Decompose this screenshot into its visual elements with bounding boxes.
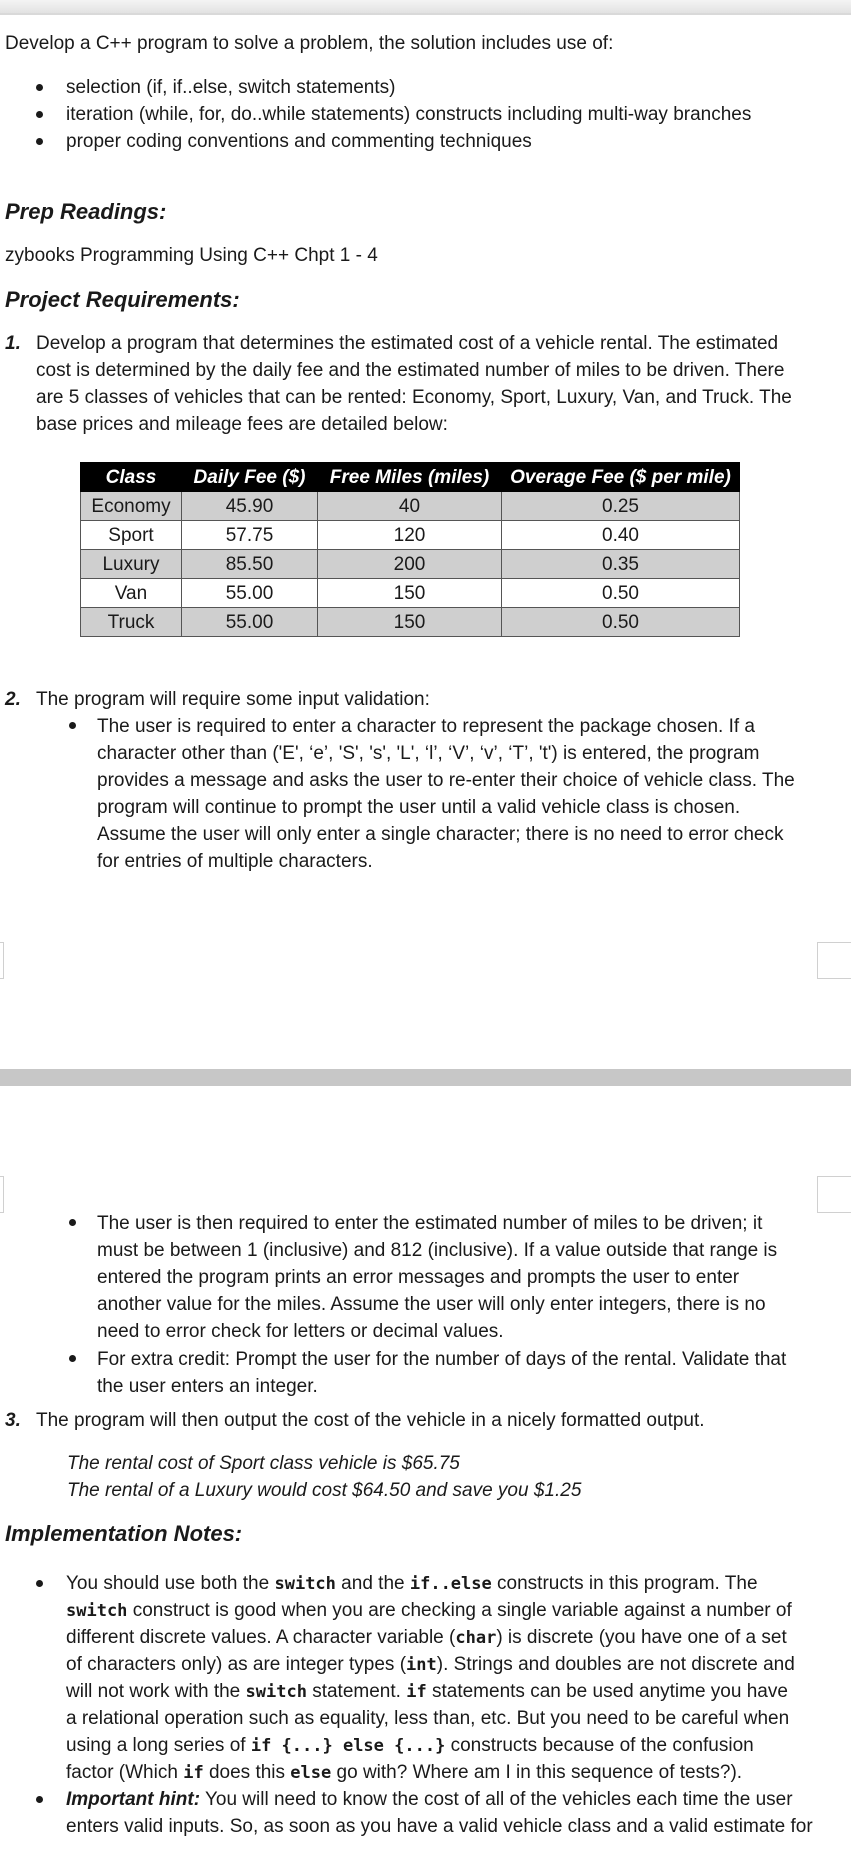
note1-line8: factor (Which if does this else go with? Where am I in this sequence of tests?).	[66, 1762, 743, 1783]
note1-line7: using a long series of if {...} else {...} constructs because of the confusion	[66, 1735, 754, 1756]
intro-bullet-1: selection (if, if..else, switch statements)	[66, 77, 396, 98]
example-output-2: The rental of a Luxury would cost $64.50 and save you $1.25	[67, 1480, 582, 1501]
overage-fee-cell: 0.40	[502, 521, 740, 550]
example-output-1: The rental cost of Sport class vehicle is $65.75	[67, 1453, 460, 1474]
item2-b2-l2: must be between 1 (inclusive) and 812 (inclusive). If a value outside that range is	[97, 1240, 778, 1261]
item-number-3: 3.	[5, 1410, 21, 1431]
bullet-dot	[36, 138, 43, 145]
intro-bullet-2: iteration (while, for, do..while statements) constructs including multi-way branches	[66, 104, 752, 125]
note1-line3: different discrete values. A character variable (char) is discrete (you have one of a set	[66, 1627, 787, 1648]
item2-b3-l1: For extra credit: Prompt the user for the number of days of the rental. Validate that	[97, 1349, 787, 1370]
page-corner-mark	[0, 1176, 4, 1213]
item2-b1-l3: provides a message and asks the user to re-enter their choice of vehicle class. The	[97, 770, 795, 791]
class-cell: Luxury	[81, 550, 182, 579]
table-row	[81, 492, 740, 521]
item2-b3-l2: the user enters an integer.	[97, 1376, 318, 1397]
class-cell: Economy	[81, 492, 182, 521]
bullet-dot	[69, 1219, 76, 1226]
fee-table-header	[81, 463, 740, 492]
daily-fee-cell: 85.50	[182, 550, 318, 579]
free-miles-cell: 150	[318, 579, 502, 608]
intro-bullet-3: proper coding conventions and commenting techniques	[66, 131, 532, 152]
requirements-heading: Project Requirements:	[5, 287, 240, 312]
bullet-dot	[36, 111, 43, 118]
item2-b2-l3: entered the program prints an error messages and prompts the user to enter	[97, 1267, 740, 1288]
table-row	[81, 608, 740, 637]
note2-line2: enters valid inputs. So, as soon as you have a valid vehicle class and a valid estimate for	[66, 1816, 813, 1837]
item2-b1-l5: Assume the user will only enter a single character; there is no need to error check	[97, 824, 784, 845]
note1-line2: switch construct is good when you are checking a single variable against a number of	[66, 1600, 792, 1621]
table-row	[81, 579, 740, 608]
implementation-heading: Implementation Notes:	[5, 1521, 243, 1546]
table-row	[81, 550, 740, 579]
daily-fee-cell: 45.90	[182, 492, 318, 521]
note2-line1: Important hint: You will need to know the cost of all of the vehicles each time the user	[66, 1789, 793, 1810]
page-corner-mark	[0, 942, 4, 979]
free-miles-cell: 200	[318, 550, 502, 579]
col-daily-fee-header: Daily Fee ($)	[182, 463, 318, 492]
free-miles-cell: 150	[318, 608, 502, 637]
item2-b1-l2: character other than ('E', ‘e’, 'S', 's', 'L', ‘l’, ‘V’, ‘v’, ‘T’, 't') is entered, the program	[97, 743, 760, 764]
overage-fee-cell: 0.25	[502, 492, 740, 521]
item1-line4: base prices and mileage fees are detailed below:	[36, 414, 448, 435]
item1-line3: are 5 classes of vehicles that can be rented: Economy, Sport, Luxury, Van, and Truck. The	[36, 387, 792, 408]
free-miles-cell: 120	[318, 521, 502, 550]
item2-b1-l1: The user is required to enter a character to represent the package chosen. If a	[97, 716, 755, 737]
table-row	[81, 521, 740, 550]
note1-line1: You should use both the switch and the if..else constructs in this program. The	[66, 1573, 758, 1594]
class-cell: Truck	[81, 608, 182, 637]
item-number-1: 1.	[5, 333, 21, 354]
item2-b2-l1: The user is then required to enter the estimated number of miles to be driven; it	[97, 1213, 763, 1234]
item2-text: The program will require some input validation:	[36, 689, 430, 710]
bullet-dot	[36, 1796, 43, 1803]
item2-b2-l4: another value for the miles. Assume the user will only enter integers, there is no	[97, 1294, 766, 1315]
item1-line1: Develop a program that determines the estimated cost of a vehicle rental. The estimated	[36, 333, 779, 354]
class-cell: Van	[81, 579, 182, 608]
prep-text: zybooks Programming Using C++ Chpt 1 - 4	[5, 245, 378, 266]
item3-text: The program will then output the cost of the vehicle in a nicely formatted output.	[36, 1410, 705, 1431]
bullet-dot	[69, 722, 76, 729]
bullet-dot	[69, 1355, 76, 1362]
item2-b1-l6: for entries of multiple characters.	[97, 851, 373, 872]
note1-line4: of characters only) as are integer types (int). Strings and doubles are not discrete and	[66, 1654, 795, 1675]
overage-fee-cell: 0.35	[502, 550, 740, 579]
daily-fee-cell: 57.75	[182, 521, 318, 550]
daily-fee-cell: 55.00	[182, 579, 318, 608]
col-class-header: Class	[81, 463, 182, 492]
class-cell: Sport	[81, 521, 182, 550]
free-miles-cell: 40	[318, 492, 502, 521]
page-break-bar	[0, 1069, 851, 1086]
page-top-edge	[0, 0, 851, 15]
intro-text: Develop a C++ program to solve a problem, the solution includes use of:	[5, 33, 614, 54]
note1-line6: a relational operation such as equality, less than, etc. But you need to be careful when	[66, 1708, 790, 1729]
note1-line5: will not work with the switch statement. if statements can be used anytime you have	[66, 1681, 788, 1702]
page-corner-mark	[817, 1176, 851, 1213]
prep-heading: Prep Readings:	[5, 199, 167, 224]
col-free-miles-header: Free Miles (miles)	[318, 463, 502, 492]
item-number-2: 2.	[5, 689, 21, 710]
bullet-dot	[36, 1580, 43, 1587]
fee-table	[80, 462, 740, 637]
overage-fee-cell: 0.50	[502, 608, 740, 637]
daily-fee-cell: 55.00	[182, 608, 318, 637]
item2-b2-l5: need to error check for letters or decimal values.	[97, 1321, 504, 1342]
col-overage-fee-header: Overage Fee ($ per mile)	[502, 463, 740, 492]
item1-line2: cost is determined by the daily fee and the estimated number of miles to be driven. There	[36, 360, 785, 381]
item2-b1-l4: program will continue to prompt the user until a valid vehicle class is chosen.	[97, 797, 741, 818]
page-corner-mark	[817, 942, 851, 979]
overage-fee-cell: 0.50	[502, 579, 740, 608]
bullet-dot	[36, 84, 43, 91]
